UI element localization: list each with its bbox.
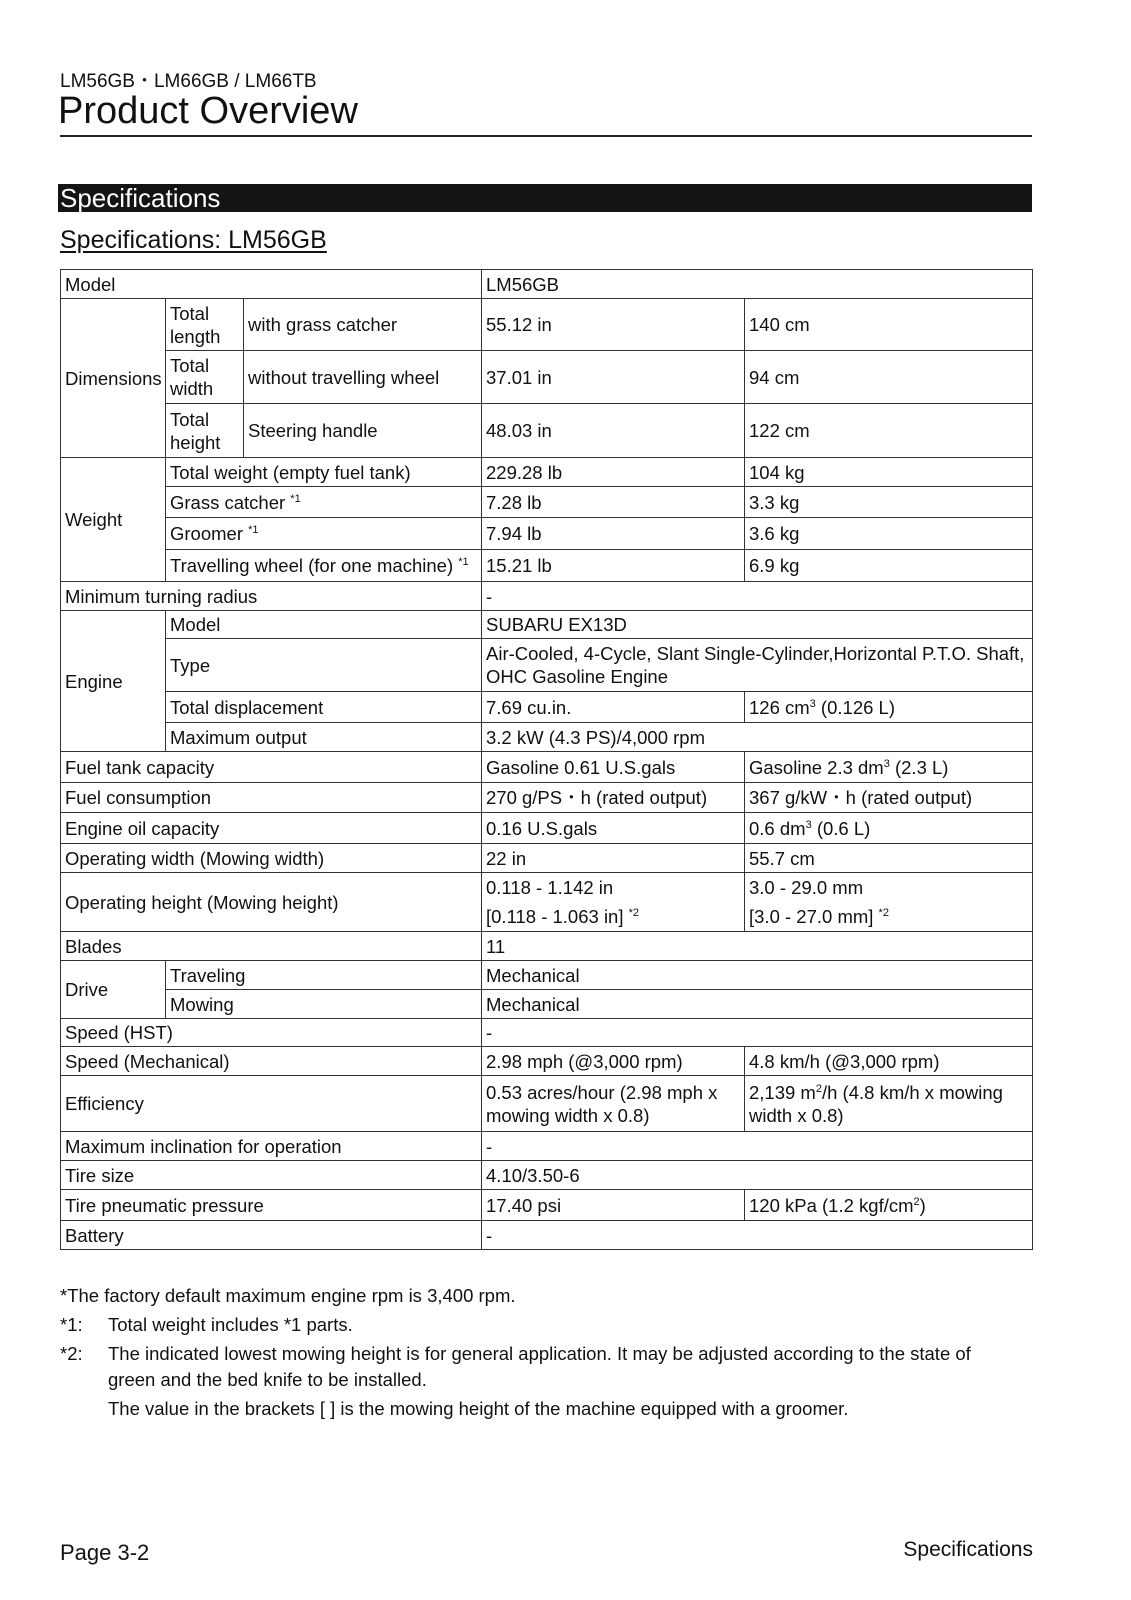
weight-item: Total weight (empty fuel tank): [166, 458, 482, 487]
drive-sub-label: Mowing: [166, 990, 482, 1019]
model-value: LM56GB: [482, 270, 1033, 299]
row-value: Mechanical: [482, 961, 1033, 990]
engine-model-label: Model: [166, 611, 482, 639]
row-label: Maximum inclination for operation: [61, 1132, 482, 1161]
value-metric: 140 cm: [745, 299, 1033, 351]
value-imperial: 55.12 in: [482, 299, 745, 351]
value-metric: 6.9 kg: [745, 550, 1033, 582]
specifications-table: [60, 269, 1033, 1250]
value-imperial: 7.69 cu.in.: [482, 692, 745, 723]
value-imperial: 0.118 - 1.142 in [0.118 - 1.063 in] $^{*2}$: [482, 873, 745, 932]
table-row: [61, 1221, 1033, 1250]
table-row: [61, 873, 1033, 932]
table-row: [61, 692, 1033, 723]
table-row: [61, 487, 1033, 518]
row-value: -: [482, 1019, 1033, 1047]
value-metric: 2,139 $m^2/h$ (4.8 km/h x mowing width x 0.8): [745, 1076, 1033, 1132]
value-metric: 126 $cm^3$ (0.126 L): [745, 692, 1033, 723]
drive-sub-label: Traveling: [166, 961, 482, 990]
row-label: Blades: [61, 932, 482, 961]
value-imperial: 2.98 mph (@3,000 rpm): [482, 1047, 745, 1076]
weight-label: Weight: [61, 458, 166, 582]
page-title: Product Overview: [58, 90, 358, 132]
value-metric: 3.0 - 29.0 mm [3.0 - 27.0 mm] $^{*2}$: [745, 873, 1033, 932]
value-imperial: 17.40 psi: [482, 1190, 745, 1221]
table-row: [61, 752, 1033, 783]
value-imperial: 0.16 U.S.gals: [482, 813, 745, 844]
value-metric: 104 kg: [745, 458, 1033, 487]
weight-item: Groomer $^{*1}$: [166, 518, 482, 550]
engine-type-label: Type: [166, 639, 482, 692]
footnote-main: *The factory default maximum engine rpm is 3,400 rpm.: [60, 1285, 516, 1306]
title-rule: [60, 135, 1032, 137]
displacement-label: Total displacement: [166, 692, 482, 723]
dimension-detail: with grass catcher: [244, 299, 482, 351]
value-imperial: 0.53 acres/hour (2.98 mph x mowing width x 0.8): [482, 1076, 745, 1132]
value-imperial: 270 g/PS・h (rated output): [482, 783, 745, 813]
table-row: [61, 1132, 1033, 1161]
value-imperial: 15.21 lb: [482, 550, 745, 582]
value-metric: 55.7 cm: [745, 844, 1033, 873]
table-row: [61, 550, 1033, 582]
dimensions-label: Dimensions: [61, 299, 166, 458]
table-row: [61, 582, 1033, 611]
row-value: Mechanical: [482, 990, 1033, 1019]
table-row: [61, 518, 1033, 550]
row-label: Efficiency: [61, 1076, 482, 1132]
table-row: [61, 723, 1033, 752]
value-metric: 0.6 $dm^3$ (0.6 L): [745, 813, 1033, 844]
table-row: [61, 990, 1033, 1019]
row-label: Operating height (Mowing height): [61, 873, 482, 932]
output-label: Maximum output: [166, 723, 482, 752]
table-row: [61, 1161, 1033, 1190]
footnote-marker: *1: [290, 492, 301, 505]
row-label: Battery: [61, 1221, 482, 1250]
dimension-sub-label: Total height: [166, 404, 244, 458]
weight-item: Grass catcher $^{*1}$: [166, 487, 482, 518]
row-label: Speed (Mechanical): [61, 1047, 482, 1076]
value-metric: 94 cm: [745, 351, 1033, 404]
row-label: Engine oil capacity: [61, 813, 482, 844]
footnote-2-continued: The value in the brackets [ ] is the mowing height of the machine equipped with a groomer.: [108, 1398, 849, 1419]
table-row: [61, 932, 1033, 961]
table-row: [61, 844, 1033, 873]
section-heading-band: Specifications: [58, 184, 1032, 212]
value-imperial: 7.94 lb: [482, 518, 745, 550]
table-row: [61, 270, 1033, 299]
row-label: Model: [61, 270, 482, 299]
row-label: Minimum turning radius: [61, 582, 482, 611]
table-row: [61, 1190, 1033, 1221]
table-row: [61, 404, 1033, 458]
table-row: [61, 458, 1033, 487]
footnote-marker: *1: [458, 555, 469, 568]
value-metric: 3.6 kg: [745, 518, 1033, 550]
value-metric: 367 g/kW・h (rated output): [745, 783, 1033, 813]
row-label: Fuel tank capacity: [61, 752, 482, 783]
row-label: Operating width (Mowing width): [61, 844, 482, 873]
subsection-title: Specifications: LM56GB: [60, 226, 327, 254]
table-row: [61, 351, 1033, 404]
row-value: 11: [482, 932, 1033, 961]
footnote-marker: *2: [878, 906, 889, 919]
footnote-2: *2: The indicated lowest mowing height is for general application. It may be adjusted according to the state of green and the bed knife to be installed.: [60, 1343, 971, 1390]
weight-item: Travelling wheel (for one machine) $^{*1}$: [166, 550, 482, 582]
footnote-marker: *1: [248, 523, 259, 536]
engine-label: Engine: [61, 611, 166, 752]
row-label: Speed (HST): [61, 1019, 482, 1047]
table-row: [61, 1076, 1033, 1132]
value-imperial: 48.03 in: [482, 404, 745, 458]
value-imperial: 37.01 in: [482, 351, 745, 404]
model-series-header: LM56GB・LM66GB / LM66TB: [60, 71, 317, 92]
row-label: Tire size: [61, 1161, 482, 1190]
row-value: -: [482, 1221, 1033, 1250]
table-row: [61, 299, 1033, 351]
dimension-detail: Steering handle: [244, 404, 482, 458]
table-row: [61, 1019, 1033, 1047]
row-value: 4.10/3.50-6: [482, 1161, 1033, 1190]
value-metric: Gasoline 2.3 $dm^3$ (2.3 L): [745, 752, 1033, 783]
row-value: -: [482, 1132, 1033, 1161]
table-row: [61, 1047, 1033, 1076]
dimension-sub-label: Total width: [166, 351, 244, 404]
engine-type-value: Air-Cooled, 4-Cycle, Slant Single-Cylinder,Horizontal P.T.O. Shaft, OHC Gasoline Engine: [482, 639, 1033, 692]
page-number: Page 3-2: [60, 1540, 150, 1565]
value-metric: 122 cm: [745, 404, 1033, 458]
table-row: [61, 961, 1033, 990]
table-row: [61, 783, 1033, 813]
row-label: Tire pneumatic pressure: [61, 1190, 482, 1221]
drive-label: Drive: [61, 961, 166, 1019]
table-row: [61, 639, 1033, 692]
value-metric: 120 kPa (1.2 kgf/$cm^2$): [745, 1190, 1033, 1221]
footnote-1: *1: Total weight includes *1 parts.: [60, 1314, 353, 1335]
value-metric: 4.8 km/h (@3,000 rpm): [745, 1047, 1033, 1076]
value-imperial: 22 in: [482, 844, 745, 873]
value-imperial: 7.28 lb: [482, 487, 745, 518]
output-value: 3.2 kW (4.3 PS)/4,000 rpm: [482, 723, 1033, 752]
footnote-marker: *2: [628, 906, 640, 919]
dimension-sub-label: Total length: [166, 299, 244, 351]
value-metric: 3.3 kg: [745, 487, 1033, 518]
value-imperial: Gasoline 0.61 U.S.gals: [482, 752, 745, 783]
table-row: [61, 611, 1033, 639]
row-value: -: [482, 582, 1033, 611]
dimension-detail: without travelling wheel: [244, 351, 482, 404]
footnotes: [60, 1283, 1020, 1425]
engine-model-value: SUBARU EX13D: [482, 611, 1033, 639]
footer-section-name: Specifications: [903, 1538, 1033, 1561]
value-imperial: 229.28 lb: [482, 458, 745, 487]
row-label: Fuel consumption: [61, 783, 482, 813]
table-row: [61, 813, 1033, 844]
